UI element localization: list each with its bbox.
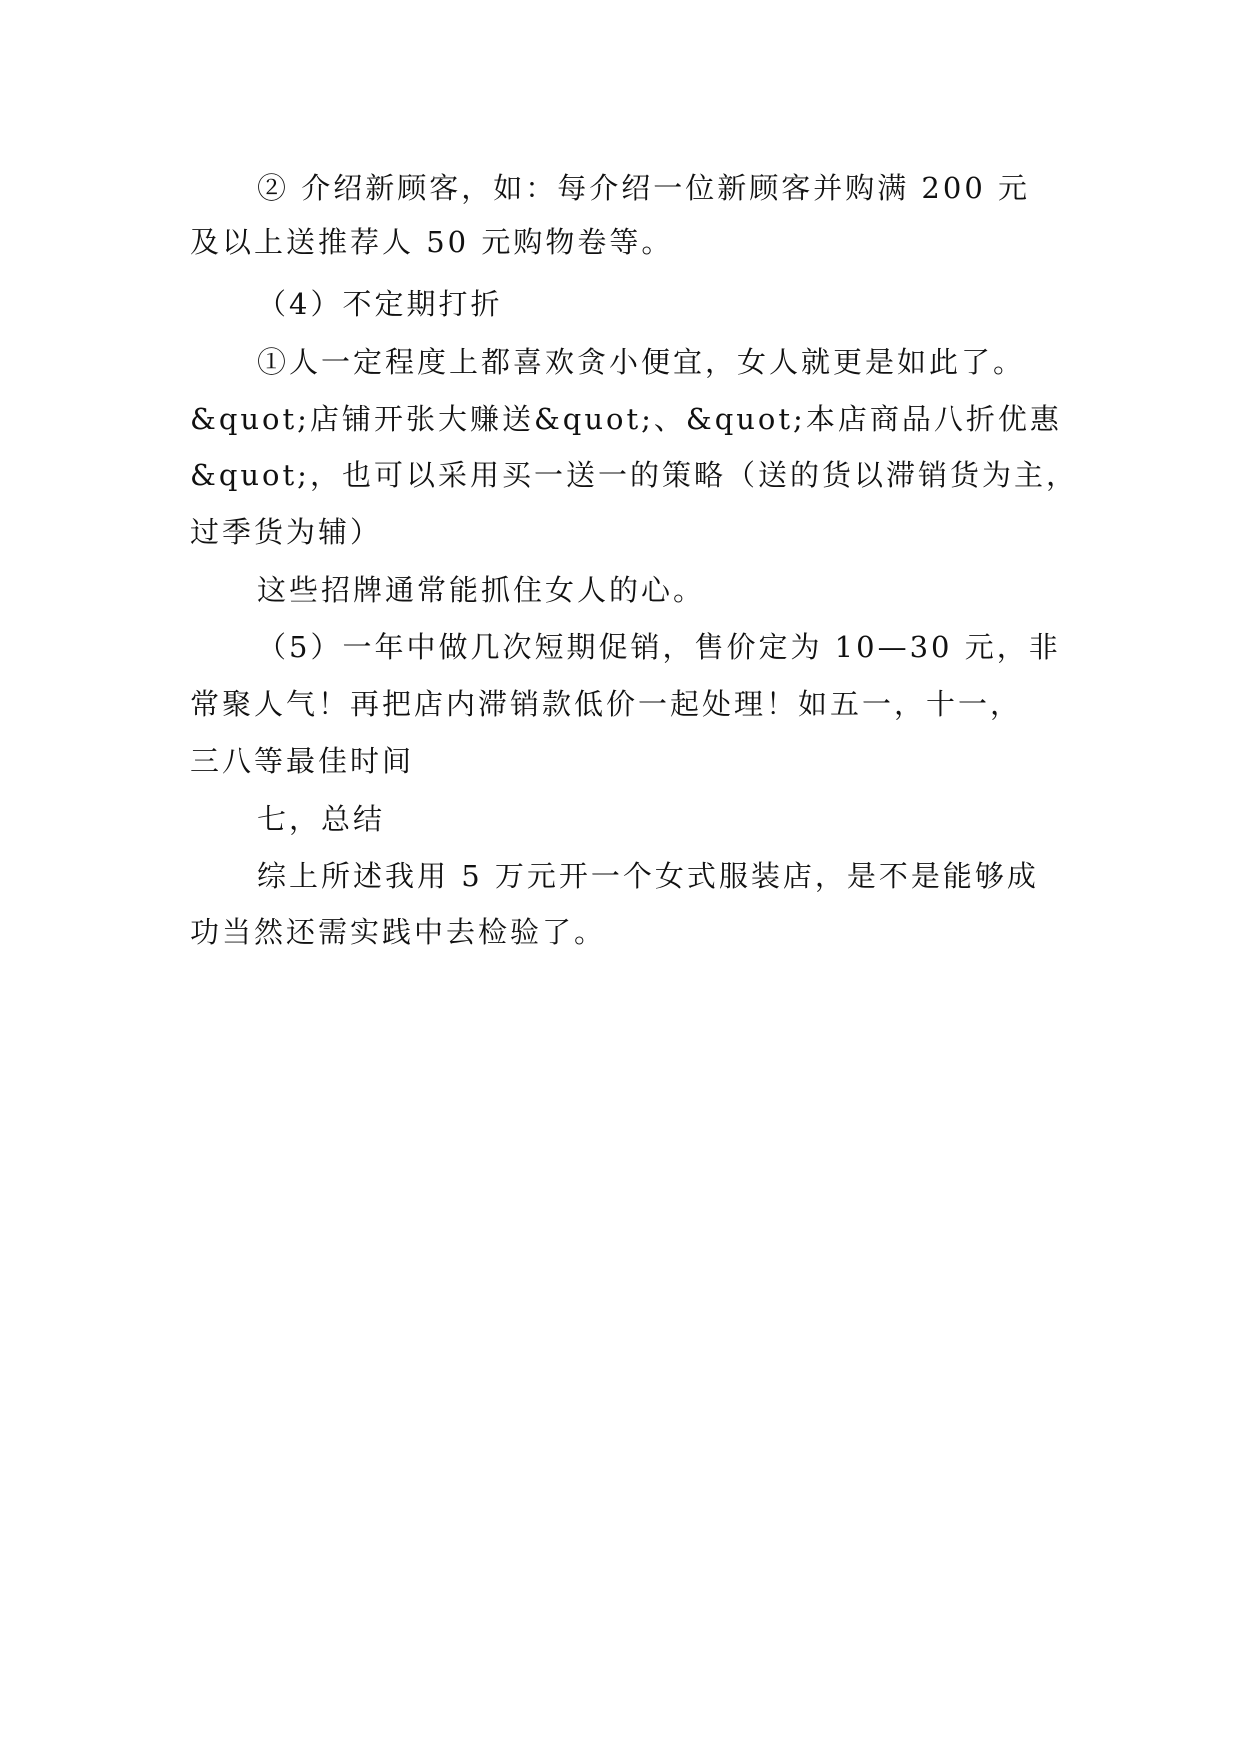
paragraph-line: &quot;，也可以采用买一送一的策略（送的货以滞销货为主， bbox=[190, 458, 1078, 492]
paragraph-line: 这些招牌通常能抓住女人的心。 bbox=[257, 573, 706, 607]
paragraph-line: ② 介绍新顾客，如：每介绍一位新顾客并购满 200 元 bbox=[257, 171, 1031, 205]
paragraph-line: 常聚人气！再把店内滞销款低价一起处理！如五一，十一， bbox=[190, 687, 1023, 721]
paragraph-line: 及以上送推荐人 50 元购物卷等。 bbox=[190, 225, 674, 259]
paragraph-line: 功当然还需实践中去检验了。 bbox=[190, 915, 607, 949]
paragraph-line: &quot;店铺开张大赚送&quot;、&quot;本店商品八折优惠 bbox=[190, 402, 1062, 436]
section-heading: 七，总结 bbox=[257, 802, 386, 836]
paragraph-line: （5）一年中做几次短期促销，售价定为 10—30 元，非 bbox=[257, 630, 1061, 664]
paragraph-line: ①人一定程度上都喜欢贪小便宜，女人就更是如此了。 bbox=[257, 345, 1026, 379]
paragraph-line: 综上所述我用 5 万元开一个女式服装店，是不是能够成 bbox=[257, 859, 1039, 893]
paragraph-line: 过季货为辅） bbox=[190, 515, 383, 549]
section-heading: （4）不定期打折 bbox=[257, 287, 503, 321]
paragraph-line: 三八等最佳时间 bbox=[190, 744, 415, 778]
